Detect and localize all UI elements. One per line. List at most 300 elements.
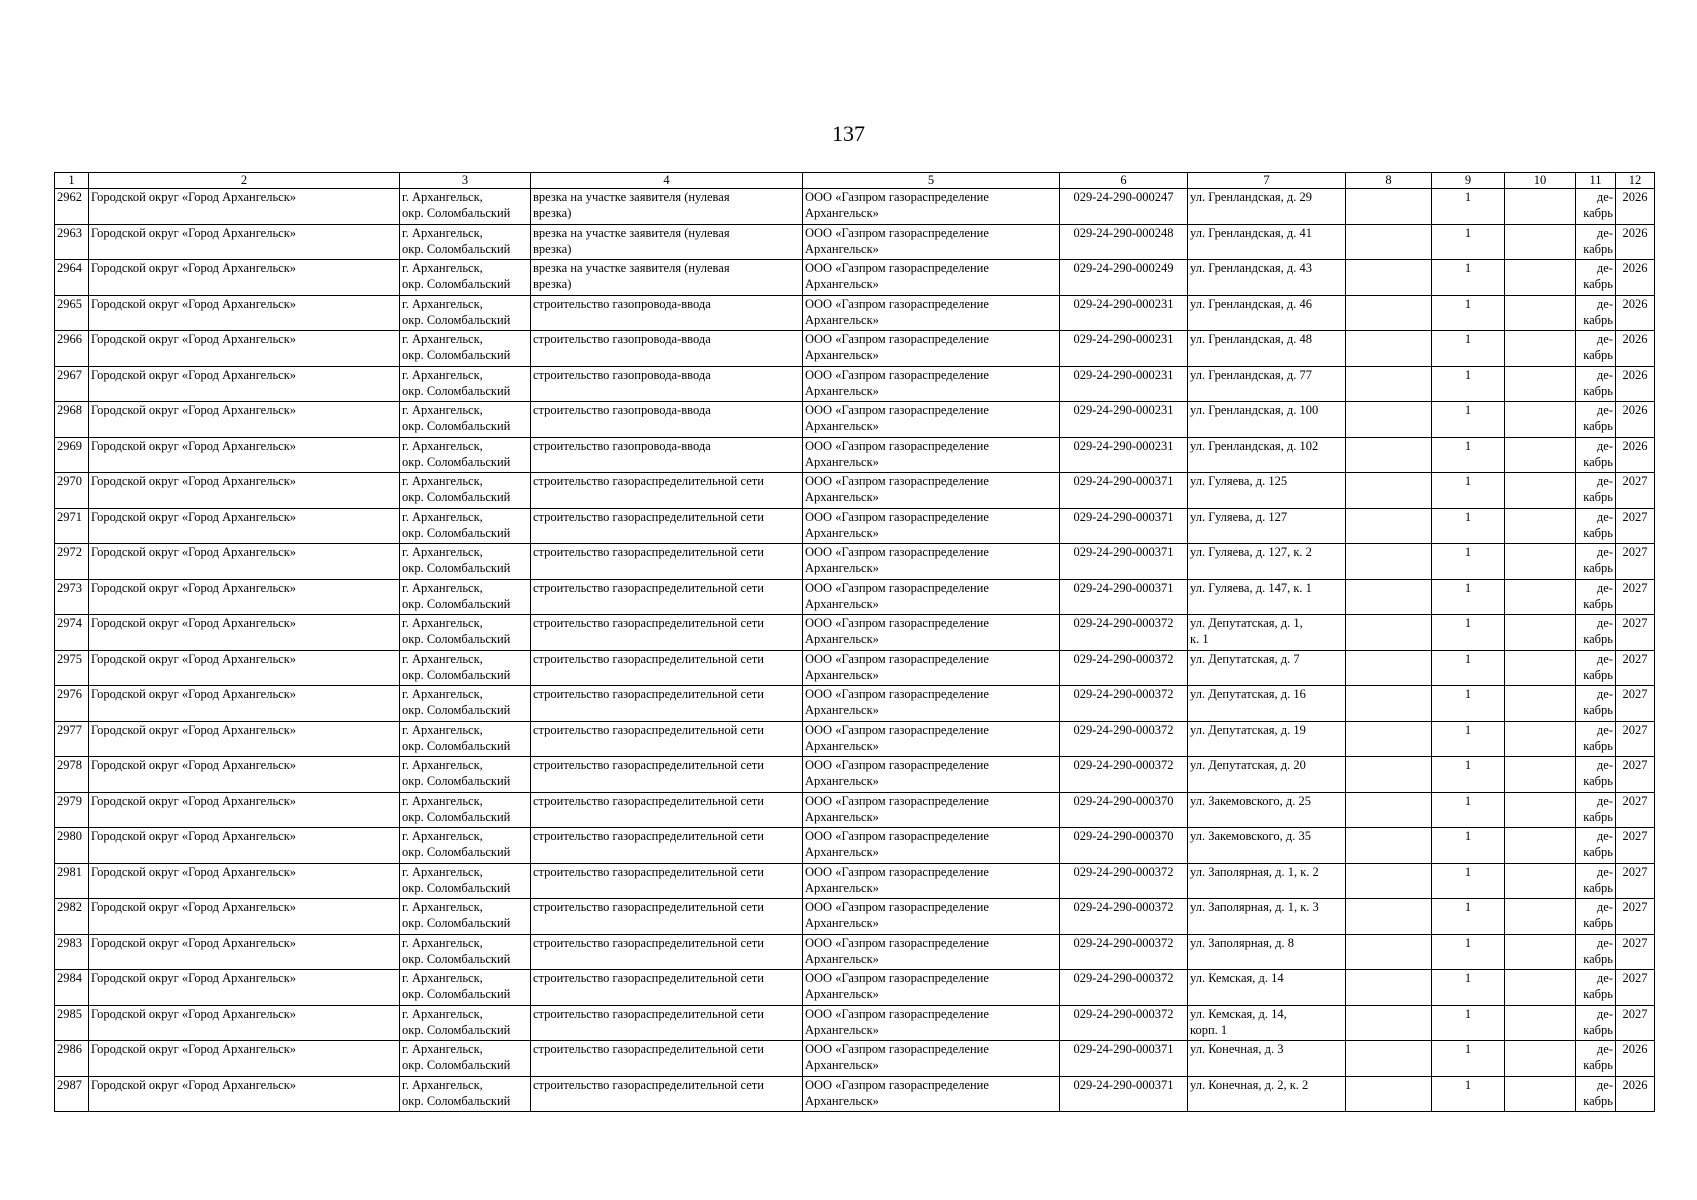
- cell-year: 2026: [1616, 402, 1655, 438]
- cell-locality-line: окр. Соломбальский: [402, 525, 511, 540]
- cell-year: 2027: [1616, 650, 1655, 686]
- cell-year: 2026: [1616, 260, 1655, 296]
- cell-locality-line: г. Архангельск,: [402, 935, 483, 950]
- cell-month-line: кабрь: [1583, 419, 1613, 433]
- cell-organization-line: Архангельск»: [805, 206, 879, 220]
- table-row: [55, 508, 1655, 544]
- cell-locality: [400, 260, 531, 296]
- cell-year: 2027: [1616, 792, 1655, 828]
- cell-number: 2974: [55, 615, 89, 651]
- cell-number: 2985: [55, 1005, 89, 1041]
- cell-month-line: кабрь: [1583, 667, 1613, 682]
- cell-year: 2027: [1616, 863, 1655, 899]
- cell-year: 2026: [1616, 1076, 1655, 1112]
- cell-locality-line: г. Архангельск,: [402, 1077, 483, 1092]
- table-row: [55, 615, 1655, 651]
- cell-col8: [1346, 579, 1432, 615]
- cell-col10: [1505, 1041, 1576, 1077]
- cell-address: [1188, 437, 1346, 473]
- cell-locality: [400, 437, 531, 473]
- table-row: [55, 402, 1655, 438]
- cell-col10: [1505, 366, 1576, 402]
- cell-col10: [1505, 792, 1576, 828]
- cell-code: 029-24-290-000372: [1060, 863, 1188, 899]
- cell-col10: [1505, 224, 1576, 260]
- cell-locality-line: г. Архангельск,: [402, 580, 483, 595]
- cell-address: [1188, 1076, 1346, 1112]
- cell-code: 029-24-290-000372: [1060, 1005, 1188, 1041]
- cell-col8: [1346, 473, 1432, 509]
- column-header: 7: [1188, 173, 1346, 189]
- cell-organization-line: ООО «Газпром газораспределение: [805, 971, 989, 985]
- cell-municipality: Городской округ «Город Архангельск»: [89, 295, 400, 331]
- cell-month: [1576, 260, 1616, 296]
- cell-address-line: ул. Гренландская, д. 100: [1190, 403, 1319, 417]
- cell-work-type: [531, 1005, 803, 1041]
- cell-organization-line: Архангельск»: [805, 951, 879, 966]
- cell-col10: [1505, 579, 1576, 615]
- cell-month-line: де-: [1596, 722, 1613, 737]
- cell-month-line: де-: [1596, 1042, 1613, 1056]
- cell-organization-line: Архангельск»: [805, 383, 879, 398]
- cell-code: 029-24-290-000372: [1060, 721, 1188, 757]
- cell-organization: [803, 260, 1060, 296]
- cell-locality-line: окр. Соломбальский: [402, 596, 511, 611]
- cell-work-type: [531, 544, 803, 580]
- cell-quantity: 1: [1432, 189, 1505, 225]
- cell-work-type: [531, 899, 803, 935]
- cell-month: [1576, 366, 1616, 402]
- cell-code: 029-24-290-000231: [1060, 366, 1188, 402]
- cell-municipality: Городской округ «Город Архангельск»: [89, 1005, 400, 1041]
- cell-locality: [400, 189, 531, 225]
- cell-locality-line: окр. Соломбальский: [402, 1058, 511, 1072]
- cell-address: [1188, 1005, 1346, 1041]
- cell-month-line: де-: [1596, 864, 1613, 879]
- cell-month-line: кабрь: [1583, 738, 1613, 753]
- cell-number: 2970: [55, 473, 89, 509]
- cell-month-line: де-: [1596, 438, 1613, 453]
- cell-col10: [1505, 934, 1576, 970]
- cell-locality-line: г. Архангельск,: [402, 1042, 483, 1056]
- cell-work-type: [531, 508, 803, 544]
- cell-address-line: ул. Депутатская, д. 1,: [1190, 616, 1303, 630]
- cell-municipality: Городской округ «Город Архангельск»: [89, 260, 400, 296]
- cell-quantity: 1: [1432, 402, 1505, 438]
- cell-address: [1188, 970, 1346, 1006]
- cell-month-line: кабрь: [1583, 774, 1613, 788]
- cell-address-line: ул. Депутатская, д. 20: [1190, 758, 1306, 772]
- cell-month: [1576, 473, 1616, 509]
- cell-organization: [803, 295, 1060, 331]
- cell-col8: [1346, 402, 1432, 438]
- cell-month: [1576, 402, 1616, 438]
- cell-locality: [400, 970, 531, 1006]
- cell-work-type-line: строительство газораспределительной сети: [533, 722, 764, 737]
- table-row: [55, 899, 1655, 935]
- cell-organization: [803, 224, 1060, 260]
- cell-col10: [1505, 437, 1576, 473]
- cell-month-line: кабрь: [1583, 916, 1613, 930]
- cell-month-line: кабрь: [1583, 241, 1613, 256]
- cell-month: [1576, 686, 1616, 722]
- cell-year: 2027: [1616, 579, 1655, 615]
- cell-work-type-line: врезка на участке заявителя (нулевая: [533, 190, 730, 204]
- cell-month-line: де-: [1596, 758, 1613, 772]
- table-row: [55, 437, 1655, 473]
- cell-year: 2026: [1616, 295, 1655, 331]
- cell-col8: [1346, 544, 1432, 580]
- cell-quantity: 1: [1432, 686, 1505, 722]
- cell-col10: [1505, 721, 1576, 757]
- cell-quantity: 1: [1432, 721, 1505, 757]
- cell-year: 2027: [1616, 508, 1655, 544]
- cell-quantity: 1: [1432, 437, 1505, 473]
- cell-organization-line: Архангельск»: [805, 596, 879, 611]
- cell-month-line: де-: [1596, 651, 1613, 666]
- cell-locality-line: окр. Соломбальский: [402, 312, 511, 327]
- cell-month-line: де-: [1596, 367, 1613, 382]
- cell-municipality: Городской округ «Город Архангельск»: [89, 402, 400, 438]
- cell-address-line: ул. Гренландская, д. 46: [1190, 296, 1313, 311]
- cell-col8: [1346, 1005, 1432, 1041]
- cell-locality-line: окр. Соломбальский: [402, 206, 511, 220]
- cell-number: 2975: [55, 650, 89, 686]
- cell-locality: [400, 899, 531, 935]
- cell-month-line: кабрь: [1583, 596, 1613, 611]
- cell-code: 029-24-290-000371: [1060, 544, 1188, 580]
- cell-organization-line: Архангельск»: [805, 561, 879, 575]
- cell-number: 2986: [55, 1041, 89, 1077]
- cell-work-type: [531, 260, 803, 296]
- cell-col8: [1346, 437, 1432, 473]
- column-header: 12: [1616, 173, 1655, 189]
- cell-organization-line: ООО «Газпром газораспределение: [805, 793, 989, 808]
- cell-work-type: [531, 366, 803, 402]
- cell-address: [1188, 260, 1346, 296]
- cell-address: [1188, 650, 1346, 686]
- cell-municipality: Городской округ «Город Архангельск»: [89, 650, 400, 686]
- cell-organization-line: Архангельск»: [805, 454, 879, 469]
- cell-month-line: де-: [1596, 900, 1613, 914]
- cell-number: 2963: [55, 224, 89, 260]
- cell-address: [1188, 295, 1346, 331]
- cell-col10: [1505, 828, 1576, 864]
- cell-organization-line: Архангельск»: [805, 1022, 879, 1037]
- table-row: [55, 650, 1655, 686]
- cell-work-type-line: строительство газопровода-ввода: [533, 438, 711, 453]
- cell-address-line: ул. Заполярная, д. 8: [1190, 935, 1294, 950]
- cell-month-line: кабрь: [1583, 277, 1613, 291]
- cell-col8: [1346, 1041, 1432, 1077]
- cell-address: [1188, 828, 1346, 864]
- cell-number: 2978: [55, 757, 89, 793]
- cell-work-type-line: строительство газораспределительной сети: [533, 971, 764, 985]
- cell-number: 2982: [55, 899, 89, 935]
- cell-locality-line: окр. Соломбальский: [402, 241, 511, 256]
- cell-code: 029-24-290-000247: [1060, 189, 1188, 225]
- cell-locality: [400, 828, 531, 864]
- cell-col10: [1505, 899, 1576, 935]
- cell-locality-line: окр. Соломбальский: [402, 951, 511, 966]
- cell-organization: [803, 1005, 1060, 1041]
- cell-col10: [1505, 686, 1576, 722]
- cell-code: 029-24-290-000370: [1060, 792, 1188, 828]
- cell-work-type-line: строительство газопровода-ввода: [533, 403, 711, 417]
- cell-organization-line: ООО «Газпром газораспределение: [805, 403, 989, 417]
- cell-col10: [1505, 189, 1576, 225]
- table-row: [55, 863, 1655, 899]
- cell-locality-line: окр. Соломбальский: [402, 561, 511, 575]
- cell-quantity: 1: [1432, 579, 1505, 615]
- cell-address: [1188, 473, 1346, 509]
- cell-locality-line: г. Архангельск,: [402, 651, 483, 666]
- cell-address: [1188, 331, 1346, 367]
- cell-month-line: де-: [1596, 580, 1613, 595]
- cell-year: 2027: [1616, 473, 1655, 509]
- cell-code: 029-24-290-000248: [1060, 224, 1188, 260]
- cell-organization: [803, 757, 1060, 793]
- cell-organization-line: ООО «Газпром газораспределение: [805, 225, 989, 240]
- cell-year: 2027: [1616, 757, 1655, 793]
- cell-locality-line: г. Архангельск,: [402, 687, 483, 701]
- cell-address-line: ул. Конечная, д. 3: [1190, 1042, 1284, 1056]
- table-row: [55, 331, 1655, 367]
- cell-work-type-line: врезка): [533, 206, 572, 220]
- cell-col8: [1346, 934, 1432, 970]
- cell-organization-line: ООО «Газпром газораспределение: [805, 438, 989, 453]
- cell-code: 029-24-290-000372: [1060, 934, 1188, 970]
- cell-code: 029-24-290-000372: [1060, 615, 1188, 651]
- cell-locality-line: г. Архангельск,: [402, 758, 483, 772]
- cell-organization-line: Архангельск»: [805, 632, 879, 646]
- cell-address-line: ул. Заполярная, д. 1, к. 3: [1190, 900, 1319, 914]
- cell-work-type-line: строительство газораспределительной сети: [533, 900, 764, 914]
- column-header: 6: [1060, 173, 1188, 189]
- cell-month-line: кабрь: [1583, 809, 1613, 824]
- cell-organization-line: Архангельск»: [805, 845, 879, 859]
- cell-number: 2967: [55, 366, 89, 402]
- cell-locality-line: г. Архангельск,: [402, 474, 483, 488]
- cell-locality-line: окр. Соломбальский: [402, 845, 511, 859]
- cell-locality-line: г. Архангельск,: [402, 190, 483, 204]
- cell-quantity: 1: [1432, 615, 1505, 651]
- cell-month-line: кабрь: [1583, 987, 1613, 1001]
- cell-quantity: 1: [1432, 1005, 1505, 1041]
- table-row: [55, 1005, 1655, 1041]
- cell-quantity: 1: [1432, 792, 1505, 828]
- cell-organization: [803, 828, 1060, 864]
- cell-number: 2971: [55, 508, 89, 544]
- cell-locality-line: г. Архангельск,: [402, 900, 483, 914]
- column-header: 10: [1505, 173, 1576, 189]
- cell-organization: [803, 615, 1060, 651]
- cell-address: [1188, 579, 1346, 615]
- cell-organization-line: ООО «Газпром газораспределение: [805, 722, 989, 737]
- cell-municipality: Городской округ «Город Архангельск»: [89, 508, 400, 544]
- cell-month-line: кабрь: [1583, 383, 1613, 398]
- cell-month: [1576, 295, 1616, 331]
- cell-col8: [1346, 970, 1432, 1006]
- cell-locality: [400, 792, 531, 828]
- table-row: [55, 473, 1655, 509]
- cell-address: [1188, 721, 1346, 757]
- cell-year: 2026: [1616, 331, 1655, 367]
- cell-quantity: 1: [1432, 650, 1505, 686]
- cell-work-type: [531, 863, 803, 899]
- cell-month-line: кабрь: [1583, 561, 1613, 575]
- cell-municipality: Городской округ «Город Архангельск»: [89, 757, 400, 793]
- cell-code: 029-24-290-000372: [1060, 686, 1188, 722]
- cell-code: 029-24-290-000231: [1060, 437, 1188, 473]
- cell-work-type-line: строительство газораспределительной сети: [533, 758, 764, 772]
- cell-work-type: [531, 650, 803, 686]
- cell-number: 2980: [55, 828, 89, 864]
- cell-locality-line: окр. Соломбальский: [402, 1093, 511, 1108]
- cell-work-type-line: строительство газораспределительной сети: [533, 935, 764, 950]
- cell-locality-line: г. Архангельск,: [402, 225, 483, 240]
- cell-organization-line: ООО «Газпром газораспределение: [805, 1042, 989, 1056]
- cell-month: [1576, 189, 1616, 225]
- cell-code: 029-24-290-000231: [1060, 295, 1188, 331]
- cell-work-type: [531, 402, 803, 438]
- cell-locality-line: окр. Соломбальский: [402, 809, 511, 824]
- cell-month: [1576, 615, 1616, 651]
- cell-code: 029-24-290-000231: [1060, 402, 1188, 438]
- cell-organization: [803, 721, 1060, 757]
- cell-month-line: де-: [1596, 1077, 1613, 1092]
- cell-address-line: корп. 1: [1190, 1022, 1228, 1037]
- cell-col10: [1505, 331, 1576, 367]
- cell-address: [1188, 544, 1346, 580]
- cell-organization-line: ООО «Газпром газораспределение: [805, 367, 989, 382]
- cell-month-line: де-: [1596, 261, 1613, 275]
- cell-locality: [400, 1076, 531, 1112]
- cell-work-type-line: строительство газораспределительной сети: [533, 580, 764, 595]
- cell-municipality: Городской округ «Город Архангельск»: [89, 1076, 400, 1112]
- cell-locality-line: окр. Соломбальский: [402, 667, 511, 682]
- cell-address-line: ул. Депутатская, д. 19: [1190, 722, 1306, 737]
- cell-month: [1576, 970, 1616, 1006]
- cell-address: [1188, 757, 1346, 793]
- cell-work-type-line: строительство газораспределительной сети: [533, 793, 764, 808]
- cell-col10: [1505, 615, 1576, 651]
- cell-municipality: Городской округ «Город Архангельск»: [89, 366, 400, 402]
- cell-locality-line: окр. Соломбальский: [402, 916, 511, 930]
- cell-month: [1576, 792, 1616, 828]
- cell-month: [1576, 899, 1616, 935]
- cell-month: [1576, 508, 1616, 544]
- cell-month: [1576, 828, 1616, 864]
- cell-month-line: кабрь: [1583, 845, 1613, 859]
- cell-address: [1188, 189, 1346, 225]
- cell-code: 029-24-290-000372: [1060, 899, 1188, 935]
- cell-locality: [400, 650, 531, 686]
- cell-address-line: ул. Закемовского, д. 35: [1190, 829, 1311, 843]
- cell-address-line: ул. Гуляева, д. 125: [1190, 474, 1288, 488]
- cell-address-line: ул. Гуляева, д. 147, к. 1: [1190, 580, 1312, 595]
- cell-month-line: де-: [1596, 793, 1613, 808]
- cell-month-line: де-: [1596, 616, 1613, 630]
- cell-municipality: Городской округ «Город Архангельск»: [89, 224, 400, 260]
- cell-quantity: 1: [1432, 473, 1505, 509]
- cell-month: [1576, 579, 1616, 615]
- table-row: [55, 544, 1655, 580]
- cell-organization: [803, 437, 1060, 473]
- column-header: 5: [803, 173, 1060, 189]
- cell-year: 2027: [1616, 721, 1655, 757]
- cell-address-line: ул. Гренландская, д. 41: [1190, 225, 1313, 240]
- cell-quantity: 1: [1432, 934, 1505, 970]
- cell-month-line: де-: [1596, 935, 1613, 950]
- cell-work-type-line: строительство газопровода-ввода: [533, 367, 711, 382]
- cell-code: 029-24-290-000371: [1060, 579, 1188, 615]
- cell-col8: [1346, 1076, 1432, 1112]
- cell-code: 029-24-290-000231: [1060, 331, 1188, 367]
- cell-month: [1576, 224, 1616, 260]
- cell-work-type-line: строительство газораспределительной сети: [533, 474, 764, 488]
- cell-locality-line: г. Архангельск,: [402, 403, 483, 417]
- cell-locality: [400, 508, 531, 544]
- cell-col10: [1505, 544, 1576, 580]
- table-row: [55, 1076, 1655, 1112]
- cell-organization-line: Архангельск»: [805, 348, 879, 362]
- cell-organization-line: Архангельск»: [805, 738, 879, 753]
- cell-year: 2027: [1616, 686, 1655, 722]
- cell-locality: [400, 863, 531, 899]
- cell-col8: [1346, 295, 1432, 331]
- cell-locality: [400, 224, 531, 260]
- cell-organization-line: ООО «Газпром газораспределение: [805, 296, 989, 311]
- cell-month-line: де-: [1596, 190, 1613, 204]
- cell-year: 2026: [1616, 437, 1655, 473]
- cell-code: 029-24-290-000371: [1060, 1076, 1188, 1112]
- cell-address: [1188, 792, 1346, 828]
- cell-address-line: ул. Гренландская, д. 48: [1190, 332, 1313, 346]
- cell-organization: [803, 1076, 1060, 1112]
- cell-quantity: 1: [1432, 899, 1505, 935]
- cell-col10: [1505, 1005, 1576, 1041]
- cell-locality-line: окр. Соломбальский: [402, 987, 511, 1001]
- cell-work-type-line: строительство газопровода-ввода: [533, 332, 711, 346]
- cell-address: [1188, 1041, 1346, 1077]
- table-row: [55, 260, 1655, 296]
- cell-work-type: [531, 934, 803, 970]
- cell-municipality: Городской округ «Город Архангельск»: [89, 1041, 400, 1077]
- cell-col8: [1346, 224, 1432, 260]
- cell-number: 2964: [55, 260, 89, 296]
- cell-address: [1188, 402, 1346, 438]
- cell-year: 2027: [1616, 615, 1655, 651]
- cell-month-line: де-: [1596, 687, 1613, 701]
- cell-work-type: [531, 1076, 803, 1112]
- cell-address: [1188, 899, 1346, 935]
- cell-year: 2026: [1616, 189, 1655, 225]
- header-row: [55, 173, 1655, 189]
- cell-year: 2026: [1616, 1041, 1655, 1077]
- cell-address: [1188, 863, 1346, 899]
- cell-municipality: Городской округ «Город Архангельск»: [89, 792, 400, 828]
- cell-address-line: ул. Депутатская, д. 7: [1190, 651, 1300, 666]
- cell-quantity: 1: [1432, 544, 1505, 580]
- table-header: [55, 173, 1655, 189]
- cell-organization: [803, 366, 1060, 402]
- cell-quantity: 1: [1432, 757, 1505, 793]
- cell-organization: [803, 189, 1060, 225]
- cell-col8: [1346, 508, 1432, 544]
- column-header: 1: [55, 173, 89, 189]
- cell-quantity: 1: [1432, 366, 1505, 402]
